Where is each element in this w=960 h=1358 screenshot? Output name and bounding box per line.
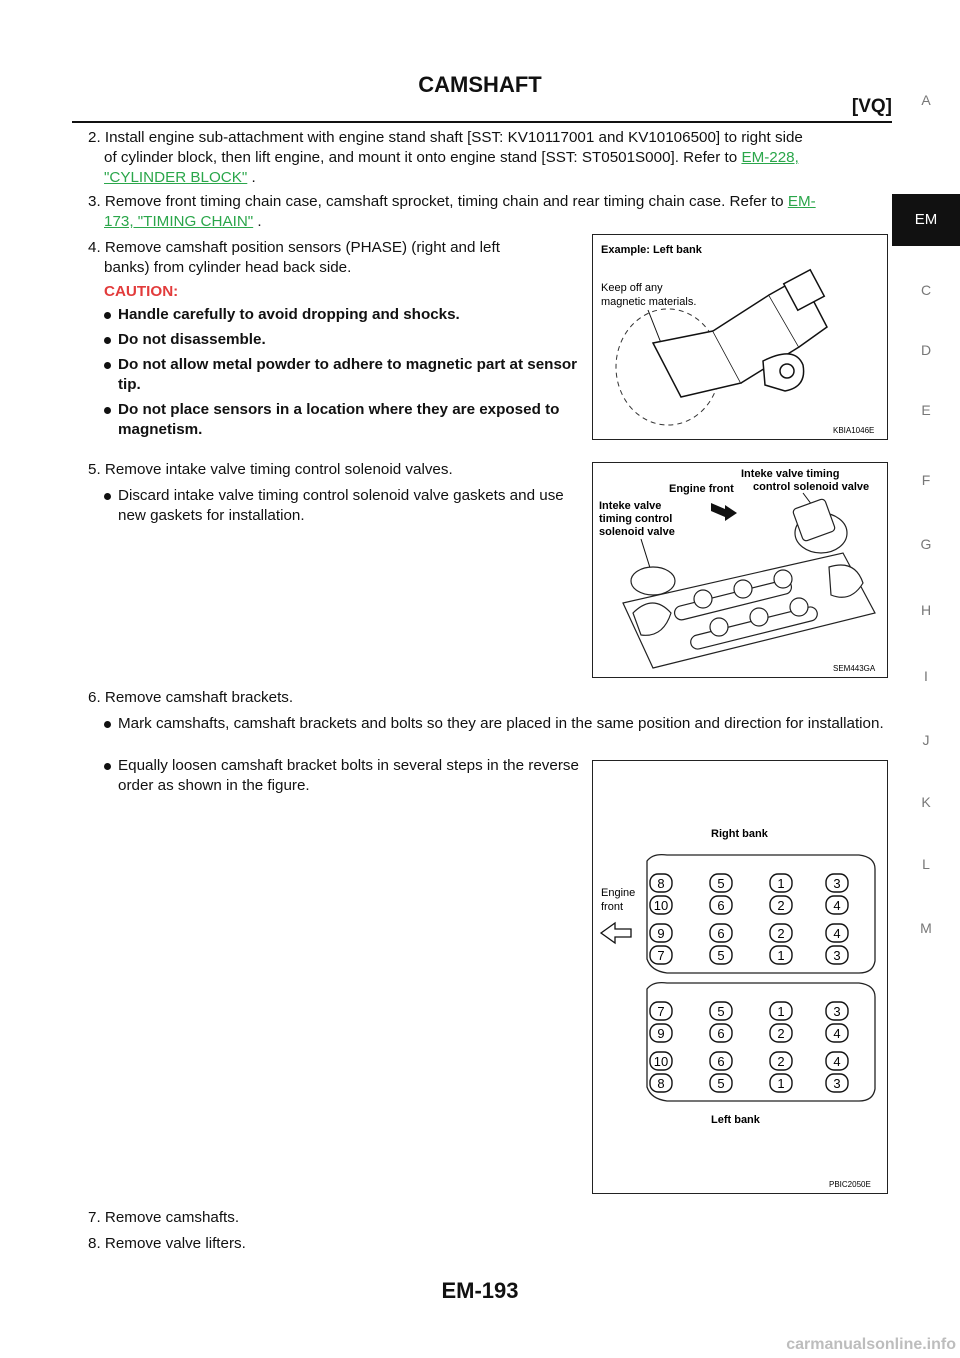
index-tab-j[interactable]: J (922, 732, 930, 748)
caution-item: Do not allow metal powder to adhere to magnetic part at sensor tip. (104, 355, 586, 395)
step-5 (88, 460, 586, 526)
link-em-173[interactable]: EM- (787, 193, 816, 210)
step-3-text: 3. Remove front timing chain case, camshaft sprocket, timing chain and rear timing chain case. Refer to (88, 193, 784, 210)
step-2 (88, 128, 896, 188)
left-bank-bolt-number: 2 (777, 1026, 785, 1041)
left-bank-bolt-number: 3 (833, 1076, 841, 1091)
step-8: 8. Remove valve lifters. (88, 1235, 246, 1252)
index-tab-l[interactable]: L (922, 856, 930, 872)
bullet-icon (104, 312, 111, 319)
bullet-icon (104, 337, 111, 344)
right-bank-bolt-number: 1 (777, 948, 785, 963)
step-6-bullet-b: Equally loosen camshaft bracket bolts in several steps in the reverse order as shown in the figure. (104, 756, 586, 796)
step-3 (88, 192, 896, 232)
fig3-engine-a: Engine (601, 887, 636, 899)
index-tab-f[interactable]: F (921, 472, 931, 488)
fig3-code: PBIC2050E (829, 1180, 871, 1189)
fig3-right-bank: Right bank (711, 828, 768, 840)
index-tab-d[interactable]: D (920, 342, 932, 358)
right-bank-bolt-number: 4 (833, 926, 841, 941)
right-bank-bolt-number: 10 (653, 898, 669, 913)
step-4 (88, 238, 586, 440)
caution-item: Do not place sensors in a location where they are exposed to magnetism. (104, 400, 586, 440)
fig2-label-right-a: Inteke valve timing (741, 468, 840, 480)
left-bank-bolt-number: 5 (717, 1004, 725, 1019)
fig2-label-left-c: solenoid valve (599, 526, 675, 538)
right-bank-bolt-number: 6 (717, 898, 725, 913)
index-tab-h[interactable]: H (920, 602, 932, 618)
left-bank-bolt-number: 6 (717, 1026, 725, 1041)
left-bank-bolt-number: 5 (717, 1076, 725, 1091)
caution-item: Handle carefully to avoid dropping and shocks. (104, 305, 586, 325)
step-7: 7. Remove camshafts. (88, 1209, 240, 1226)
left-bank-bolt-number: 10 (653, 1054, 669, 1069)
right-bank-bolt-number: 6 (717, 926, 725, 941)
left-bank-bolt-number: 2 (777, 1054, 785, 1069)
fig2-code: SEM443GA (833, 664, 876, 673)
left-bank-bolt-number: 1 (777, 1076, 785, 1091)
fig1-note-a: Keep off any (601, 282, 663, 294)
left-bank-bolt-number: 1 (777, 1004, 785, 1019)
link-em-228[interactable]: EM-228, (741, 149, 799, 166)
section-index (892, 0, 960, 1358)
page-number: EM-193 (441, 1278, 519, 1303)
bullet-icon (104, 721, 111, 728)
left-bank-bolt-number: 9 (657, 1026, 665, 1041)
index-tab-em[interactable]: EM (892, 194, 960, 246)
left-bank-bolt-number: 6 (717, 1054, 725, 1069)
figure-camshaft-sensor (592, 234, 888, 440)
index-tab-c[interactable]: C (920, 282, 932, 298)
index-tab-a[interactable]: A (921, 92, 931, 108)
caution-label: CAUTION: (104, 283, 179, 300)
fig2-label-right-b: control solenoid valve (753, 481, 870, 493)
page-title: CAMSHAFT (418, 72, 542, 97)
index-tab-m[interactable]: M (920, 920, 932, 936)
fig1-caption: Example: Left bank (601, 244, 702, 256)
index-tab-g[interactable]: G (920, 536, 932, 552)
step-6 (88, 688, 896, 734)
engine-front-arrow-icon (601, 923, 631, 943)
step-3-line-2 (88, 212, 896, 232)
left-bank-bolt-number: 4 (833, 1054, 841, 1069)
step-5-line: 5. Remove intake valve timing control solenoid valves. (88, 461, 453, 478)
fig3-left-bank: Left bank (711, 1114, 760, 1126)
bullet-icon (104, 407, 111, 414)
fig2-label-front: Engine front (669, 483, 734, 495)
right-bank-bolt-number: 5 (717, 876, 725, 891)
link-timing-chain[interactable]: 173, "TIMING CHAIN" (104, 213, 254, 230)
watermark: carmanualsonline.info (786, 1336, 956, 1353)
fig1-code: KBIA1046E (833, 426, 875, 435)
right-bank-bolt-number: 2 (777, 898, 785, 913)
right-bank-bolt-number: 5 (717, 948, 725, 963)
index-tab-k[interactable]: K (921, 794, 931, 810)
bullet-icon (104, 362, 111, 369)
right-bank-bolt-number: 4 (833, 898, 841, 913)
link-cylinder-block[interactable]: "CYLINDER BLOCK" (104, 169, 248, 186)
step-6-line: 6. Remove camshaft brackets. (88, 689, 294, 706)
left-bank-bolt-number: 3 (833, 1004, 841, 1019)
fig3-engine-b: front (601, 901, 624, 913)
step-2-tail: . (247, 169, 256, 186)
bullet-icon (104, 763, 111, 770)
right-bank-bolt-number: 8 (657, 876, 665, 891)
step-4-line-1: 4. Remove camshaft position sensors (PHASE) (right and left (88, 239, 500, 256)
index-tab-e[interactable]: E (921, 402, 931, 418)
engine-front-arrow-icon (711, 503, 737, 521)
step-3-tail: . (253, 213, 262, 230)
step-6-bullet-a: Mark camshafts, camshaft brackets and bolts so they are placed in the same position and direction for installation. (104, 714, 896, 734)
right-bank-bolt-number: 9 (657, 926, 665, 941)
index-tab-i[interactable]: I (924, 668, 928, 684)
step-2-text: of cylinder block, then lift engine, and mount it onto engine stand [SST: ST0501S000]. Refer to (104, 149, 738, 166)
section-label: [VQ] (851, 96, 892, 117)
bolt-order-diagram (593, 761, 887, 1193)
step-2-line-2 (88, 148, 896, 168)
right-bank-bolt-number: 3 (833, 948, 841, 963)
fig2-label-left-a: Inteke valve (599, 500, 662, 512)
step-3-line-1 (88, 192, 896, 212)
fig2-label-left-b: timing control (599, 513, 673, 525)
figure-bracket-bolt-order (592, 760, 888, 1194)
header-rule (72, 121, 892, 123)
right-bank-bolt-number: 1 (777, 876, 785, 891)
solenoid-illustration (593, 463, 887, 677)
caution-item: Do not disassemble. (104, 330, 586, 350)
step-2-line-1: 2. Install engine sub-attachment with engine stand shaft [SST: KV10117001 and KV10106500] to right side (88, 129, 803, 146)
step-4-line-2: banks) from cylinder head back side. (104, 259, 352, 276)
right-bank-bolt-number: 3 (833, 876, 841, 891)
figure-solenoid-valves (592, 462, 888, 678)
caution-list (88, 305, 586, 440)
fig1-note-b: magnetic materials. (601, 296, 697, 308)
right-bank-bolt-number: 2 (777, 926, 785, 941)
step-2-line-3 (88, 168, 896, 188)
bullet-icon (104, 493, 111, 500)
sensor-illustration (593, 235, 887, 439)
step-5-bullet: Discard intake valve timing control solenoid valve gaskets and use new gaskets for installation. (104, 486, 586, 526)
left-bank-bolt-number: 8 (657, 1076, 665, 1091)
left-bank-bolt-number: 4 (833, 1026, 841, 1041)
left-bank-bolt-number: 7 (657, 1004, 665, 1019)
right-bank-bolt-number: 7 (657, 948, 665, 963)
